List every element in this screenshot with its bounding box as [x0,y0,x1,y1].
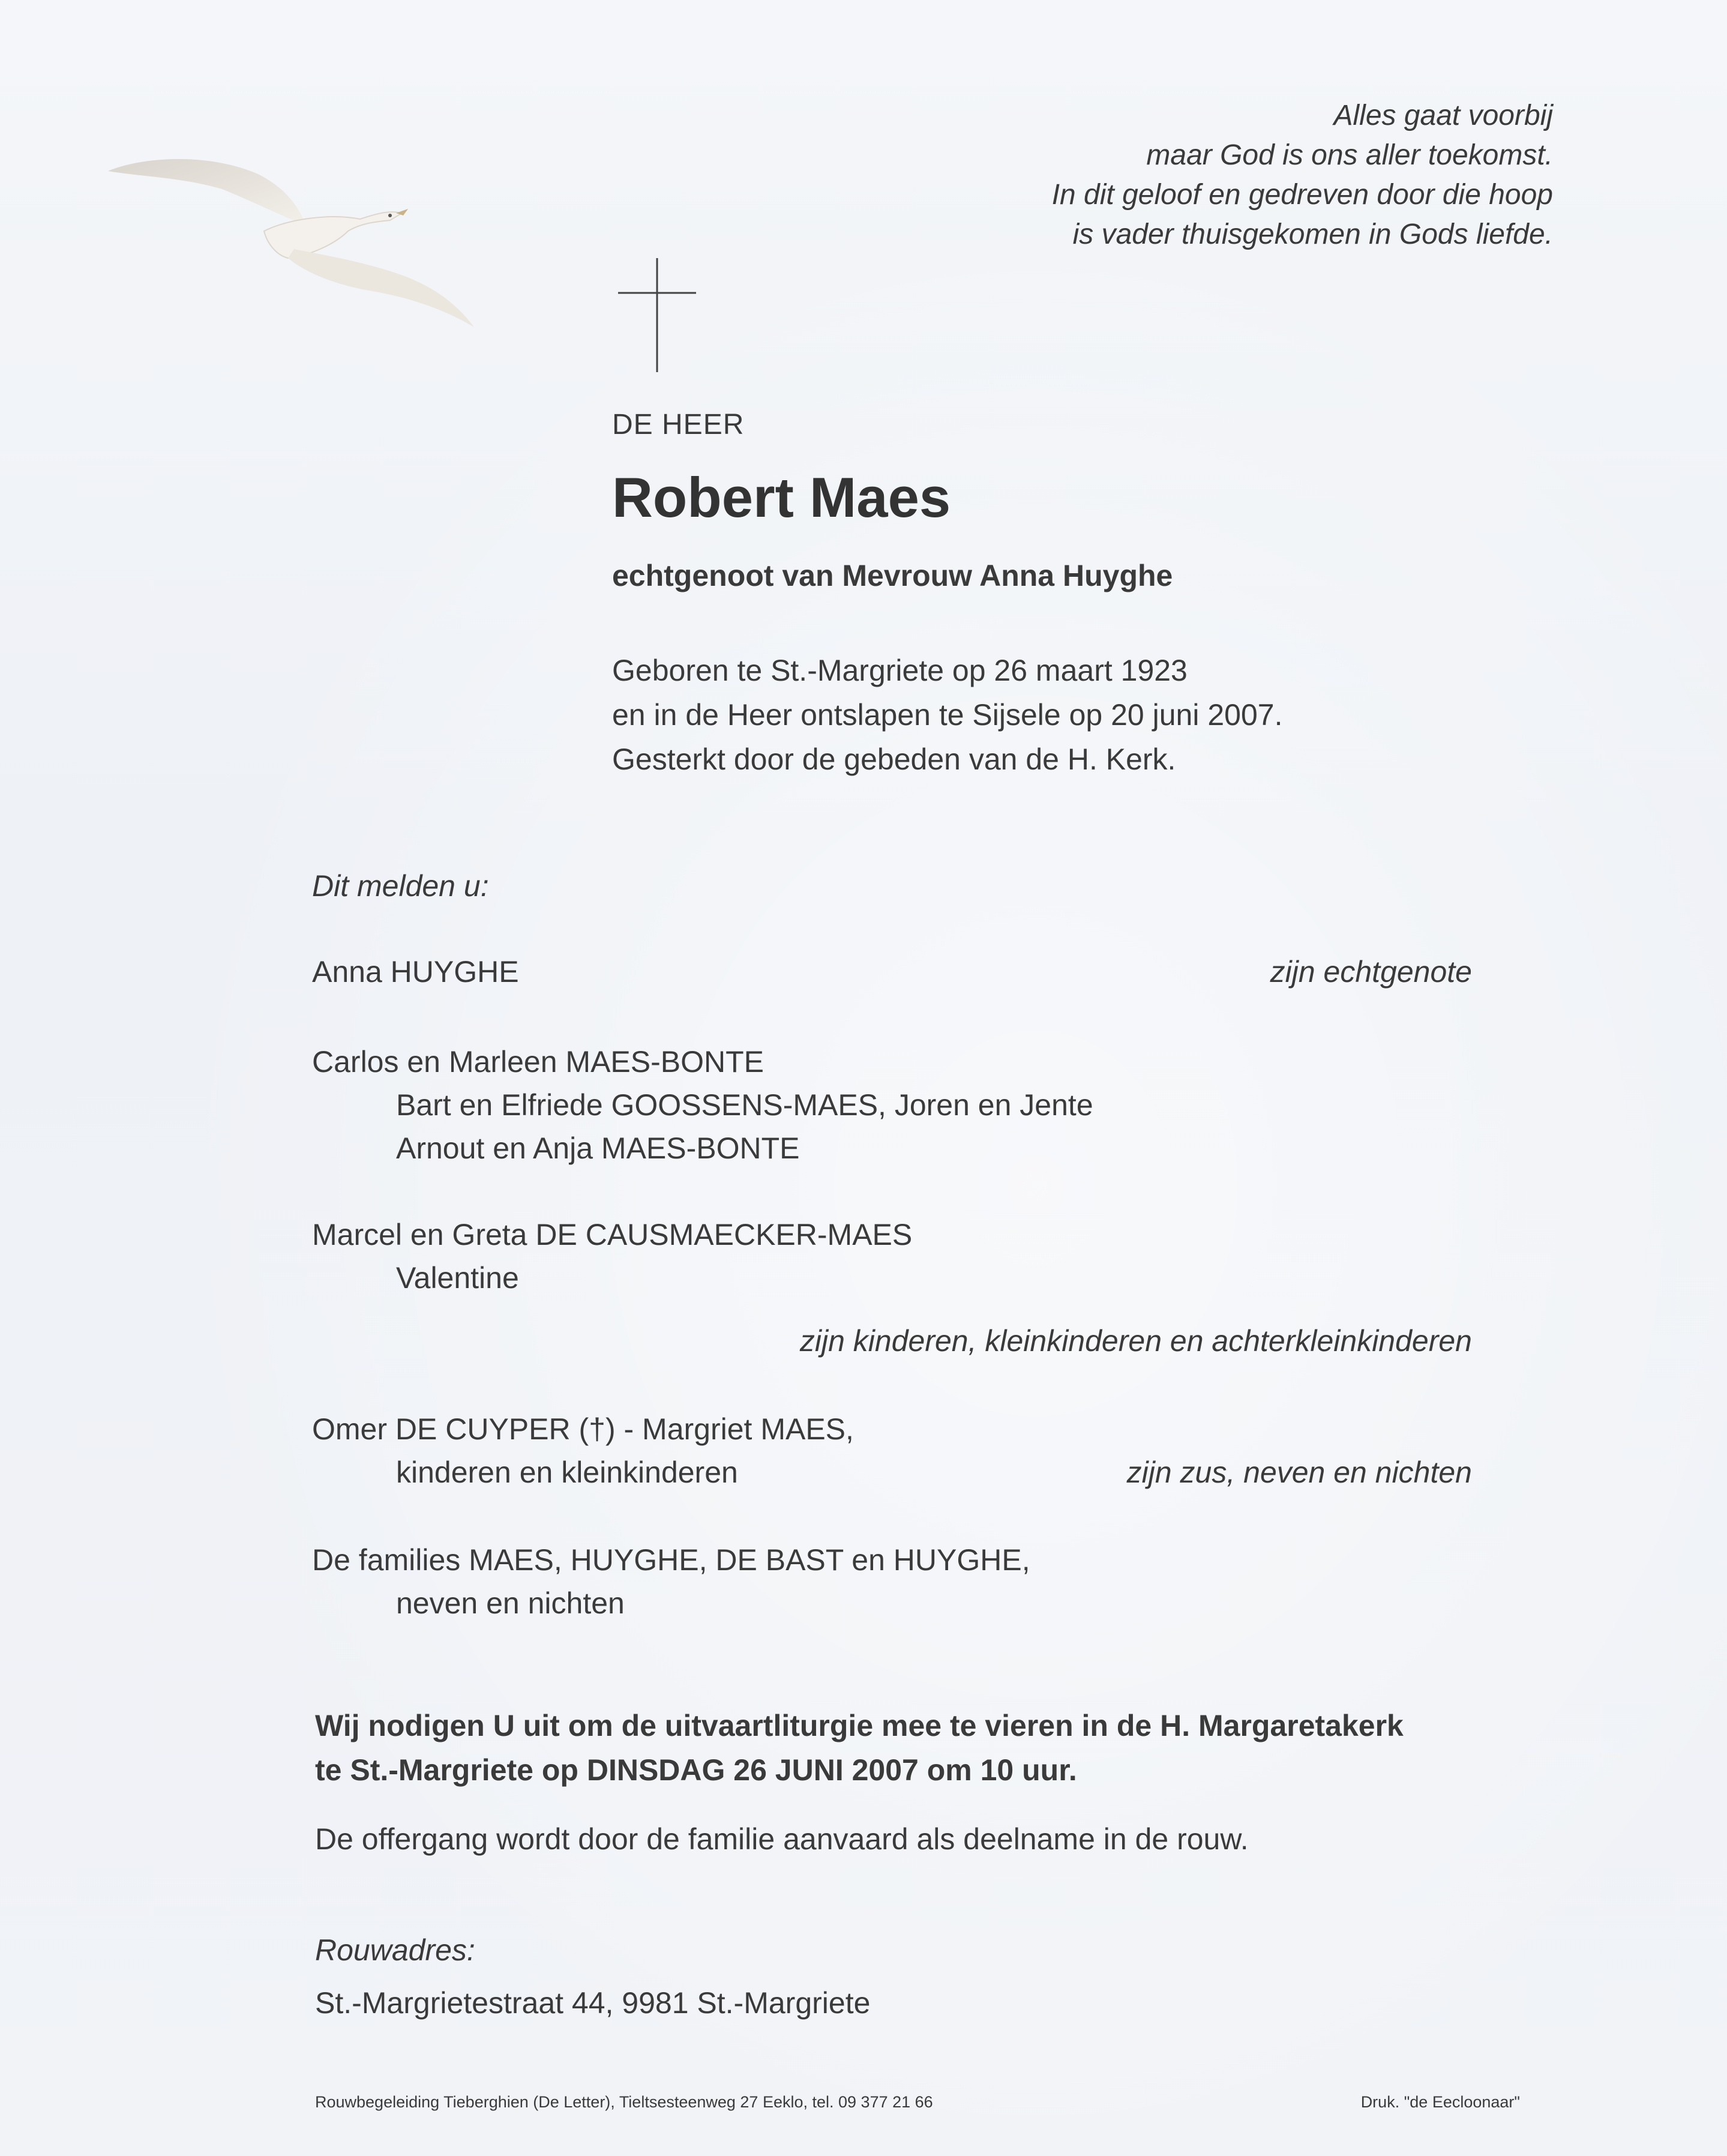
spouse-name: Anna HUYGHE [312,955,519,989]
families-entry: De families MAES, HUYGHE, DE BAST en HUYGHE, [312,1543,1030,1577]
families-sub: neven en nichten [396,1586,625,1620]
quote-line: is vader thuisgekomen in Gods liefde. [1072,218,1553,250]
offering-note: De offergang wordt door de familie aanvaard als deelname in de rouw. [315,1822,1249,1856]
quote-line: maar God is ons aller toekomst. [1146,139,1553,171]
invitation-line: te St.-Margriete op DINSDAG 26 JUNI 2007 om 10 uur. [315,1753,1077,1787]
child-entry: Marcel en Greta DE CAUSMAECKER-MAES [312,1218,913,1251]
sibling-sub: kinderen en kleinkinderen [396,1456,738,1489]
deceased-name: Robert Maes [612,466,951,529]
child-entry: Carlos en Marleen MAES-BONTE [312,1045,764,1079]
footer-printer: Druk. "de Eecloonaar" [1360,2093,1520,2111]
funeral-invitation [315,1703,1404,1792]
life-line: Gesterkt door de gebeden van de H. Kerk. [612,742,1176,776]
grandchild-entry: Arnout en Anja MAES-BONTE [396,1131,800,1165]
address-value: St.-Margrietestraat 44, 9981 St.-Margriete [315,1986,871,2020]
invitation-line: Wij nodigen U uit om de uitvaartliturgie mee te vieren in de H. Margaretakerk [315,1709,1404,1742]
grandchild-entry: Valentine [396,1261,519,1295]
footer-funeral-home: Rouwbegeleiding Tieberghien (De Letter), Tieltsesteenweg 27 Eeklo, tel. 09 377 21 66 [315,2093,933,2111]
cross-icon [618,258,696,372]
announcement-intro: Dit melden u: [312,869,489,903]
life-details [612,648,1282,781]
honorific: DE HEER [612,409,745,441]
life-line: en in de Heer ontslapen te Sijsele op 20 juni 2007. [612,698,1283,732]
quote-line: Alles gaat voorbij [1333,100,1553,131]
spouse-role: zijn echtgenote [1270,955,1472,989]
address-label: Rouwadres: [315,1933,475,1967]
opening-quote [1052,96,1553,254]
grandchild-entry: Bart en Elfriede GOOSSENS-MAES, Joren en Jente [396,1088,1093,1122]
sibling-role: zijn zus, neven en nichten [1126,1456,1472,1489]
quote-line: In dit geloof en gedreven door die hoop [1051,179,1553,211]
sibling-entry: Omer DE CUYPER (†) - Margriet MAES, [312,1412,854,1446]
spouse-line: echtgenoot van Mevrouw Anna Huyghe [612,559,1173,592]
seagull-image [108,153,480,327]
life-line: Geboren te St.-Margriete op 26 maart 1923 [612,654,1188,687]
children-role: zijn kinderen, kleinkinderen en achterkleinkinderen [799,1324,1472,1358]
